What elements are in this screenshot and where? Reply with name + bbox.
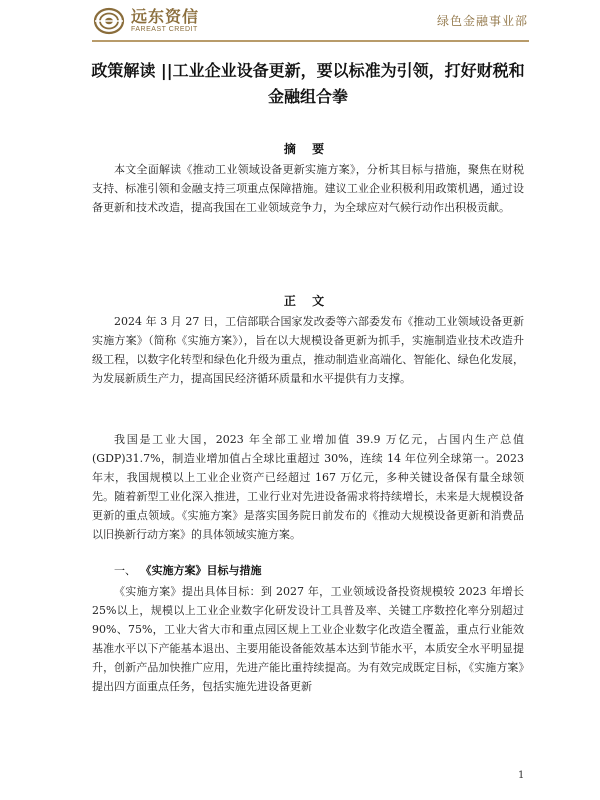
company-logo (93, 4, 233, 38)
abstract-heading: 摘 要 (283, 142, 331, 156)
logo-emblem-icon (93, 6, 125, 36)
section-1-heading (114, 562, 262, 578)
abstract-text: 本文全面解读《推动工业领域设备更新实施方案》，分析其目标与措施，聚焦在财税支持、标准引领和金融支持三项重点保障措施。建议工业企业积极利用政策机遇，通过设备更新和技术改造，提高我国在工业领域竞争力，为全球应对气候行动作出积极贡献。 (92, 163, 524, 214)
company-name-cn: 远东资信 (131, 7, 200, 26)
body-paragraph-3: 《实施方案》提出具体目标：到 2027 年，工业领域设备投资规模较 2023 年增长 25%以上，规模以上工业企业数字化研发设计工具普及率、关键工序数控化率分别超过 90%、75%，工业大省大市和重点园区规上工业企业数字化改造全覆盖，重点行业能效基准水平以下产能基本退出、主要用能设备能效基本达到节能水平，本质安全水平明显提升，创新产品加快推广应用，先进产能比重持续提高。为有效完成既定目标，《实施方案》提出四方面重点任务，包括实施先进设备更新 (92, 585, 524, 693)
body-paragraph-2: 我国是工业大国，2023 年全部工业增加值 39.9 万亿元，占国内生产总值(GDP)31.7%，制造业增加值占全球比重超过 30%，连续 14 年位列全球第一。2023 年末，我国规模以上工业企业资产已经超过 167 万亿元，多种关键设备保有量全球领先。随着新型工业化深入推进，工业行业对先进设备需求将持续增长，未来是大规模设备更新的重点领域。《实施方案》是落实国务院日前发布的《推动大规模设备更新和消费品以旧换新行动方案》的具体领域实施方案。 (92, 433, 524, 541)
page-number: 1 (518, 770, 525, 781)
section-1-number: 一、 (114, 564, 136, 577)
logo-text (131, 8, 199, 34)
body-heading: 正 文 (283, 294, 331, 308)
header-divider (92, 40, 529, 42)
document-title: 政策解读 ||工业企业设备更新，要以标准为引领，打好财税和金融组合拳 (91, 61, 525, 106)
company-name-en: FAREAST CREDIT (131, 26, 198, 33)
department-label: 绿色金融事业部 (436, 14, 528, 28)
page-header (0, 0, 600, 42)
section-1-title: 《实施方案》目标与措施 (146, 564, 262, 577)
body-paragraph-1: 2024 年 3 月 27 日，工信部联合国家发改委等六部委发布《推动工业领域设备更新实施方案》（简称《实施方案》），旨在以大规模设备更新为抓手，实施制造业技术改造升级工程，以数字化转型和绿色化升级为重点，推动制造业高端化、智能化、绿色化发展，为发展新质生产力，提高国民经济循环质量和水平提供有力支撑。 (92, 315, 524, 385)
